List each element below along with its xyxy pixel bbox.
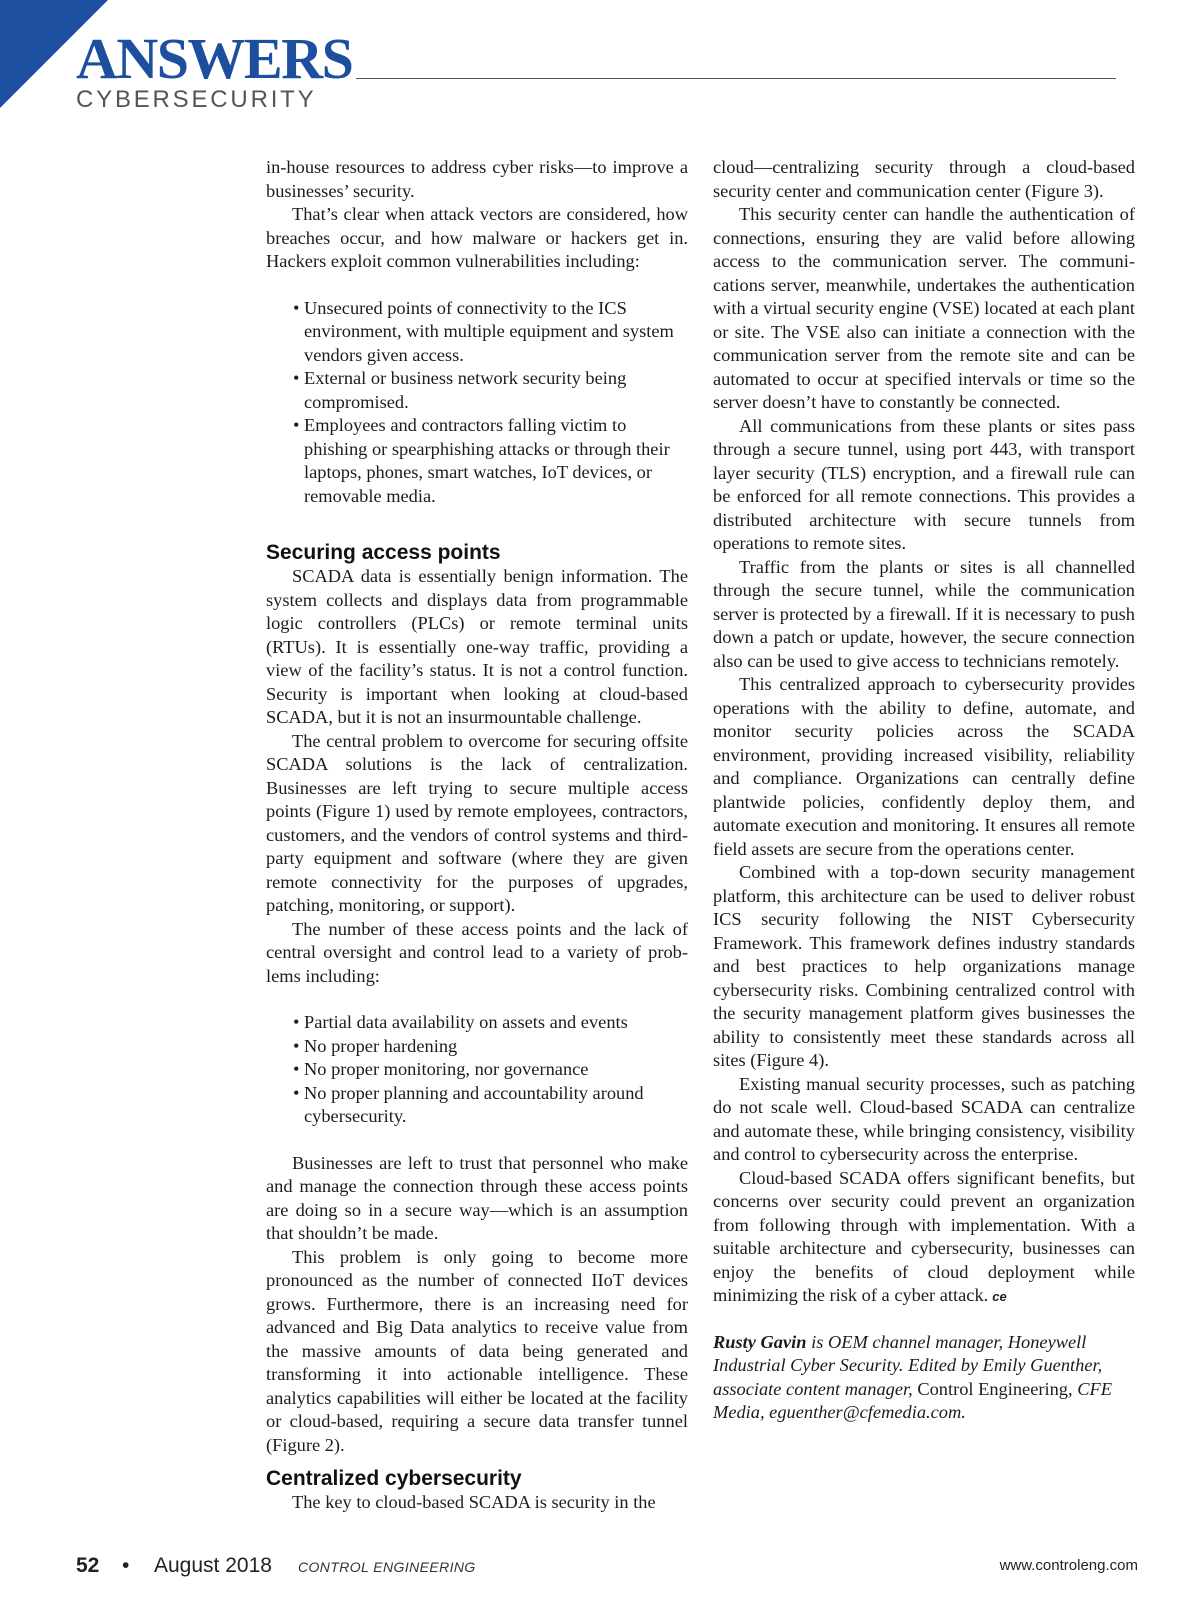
paragraph: All communications from these plants or sites pass through a secure tunnel, using port 443, with transport layer security (TLS) encryption, and a firewall rule can be enforced for all remote connections. This provides a distributed architecture with secure tunnels from operations to remote sites. bbox=[713, 415, 1135, 553]
paragraph: This security center can handle the authentication of connections, ensuring they are valid before allowing access to the communication server. The communications server, meanwhile, undertakes the authentication with a virtual security engine (VSE) located at each plant or site. The VSE also can initiate a connection with the communication server from the remote site and can be automated to occur at specified intervals or time so the server doesn’t have to constantly be connected. bbox=[713, 204, 1135, 412]
paragraph: The key to cloud-based SCADA is security in the bbox=[292, 1492, 656, 1512]
bullet: • bbox=[293, 297, 300, 318]
masthead-rule bbox=[356, 78, 1116, 79]
paragraph: The number of these access points and the lack of central oversight and control lead to a variety of problems including: bbox=[266, 918, 688, 986]
list-item-text: No proper monitoring, nor governance bbox=[304, 1059, 589, 1079]
bullet: • bbox=[293, 368, 300, 388]
bullet: • bbox=[293, 1082, 300, 1103]
subheading-centralized-cybersecurity: Centralized cybersecurity bbox=[266, 1467, 522, 1490]
paragraph: Combined with a top-down security management platform, this architecture can be used to deliver robust ICS security following the NIST Cybersecurity Framework. This framework defines industry standards and best practices to help organizations manage cybersecurity risks. Combining centralized control with the security management platform gives businesses the ability to consistently meet these standards across all sites (Figure 4). bbox=[713, 862, 1135, 1070]
bullet: • bbox=[293, 415, 300, 435]
list-item bbox=[293, 1058, 688, 1082]
paragraph: The central problem to overcome for securing offsite SCADA solutions is the lack of centralization. Businesses are left trying to secure multiple access points (Figure 1) used by remote employees, contractors, customers, and the vendors of control systems and third-party equipment and software (where they are given remote connectivity for the purposes of upgrades, patching, monitoring, or support). bbox=[266, 730, 688, 915]
subheading-securing-access-points: Securing access points bbox=[266, 541, 501, 564]
list-item bbox=[293, 1011, 688, 1035]
paragraph: cloud—centralizing security through a cloud-based security center and communication center (Figure 3). bbox=[713, 157, 1135, 201]
page-footer bbox=[76, 1554, 1138, 1582]
paragraph: Existing manual security processes, such as patching do not scale well. Cloud-based SCADA can centralize and automate these, while bringing consistency, visibility and control to cybersecurity across the enterprise. bbox=[713, 1073, 1135, 1164]
magazine-name: CONTROL ENGINEERING bbox=[298, 1559, 476, 1575]
publication-name: Control Engineering bbox=[917, 1378, 1068, 1399]
list-item-text: No proper planning and accountability around cybersecurity. bbox=[304, 1082, 644, 1126]
bullet: • bbox=[293, 1035, 300, 1056]
section-title: ANSWERS bbox=[76, 26, 353, 91]
list-item bbox=[293, 1082, 688, 1129]
paragraph: This problem is only going to become more pronounced as the number of connected IIoT devices grows. Furthermore, there is an increasing need for advanced and Big Data analytics to receive value from the massive amounts of data being generated and transforming it into actionable intelligence. These analytics capabilities will either be located at the facility or cloud-based, requiring a secure data transfer tunnel (Figure 2). bbox=[266, 1246, 688, 1455]
right-column bbox=[713, 156, 1135, 1425]
page-number: 52 bbox=[76, 1554, 100, 1577]
paragraph: in-house resources to address cyber risks—to improve a businesses’ security. bbox=[266, 157, 688, 201]
bio-text: is OEM channel manager, Honeywell Industrial Cyber Security. Edited by Emily Guenther, associate content manager, bbox=[713, 1331, 1103, 1399]
issue-date: August 2018 bbox=[154, 1554, 272, 1577]
footer-separator: • bbox=[122, 1554, 130, 1577]
paragraph: This centralized approach to cybersecurity provides operations with the ability to define, automate, and monitor security policies across the SCADA environment, providing increased visibility, reliability and compliance. Organizations can centrally define plantwide policies, confidently deploy them, and automate execution and monitoring. It ensures all remote field assets are secure from the operations center. bbox=[713, 674, 1135, 859]
list-item bbox=[293, 414, 688, 508]
paragraph: That’s clear when attack vectors are considered, how breaches occur, and how malware or hackers get in. Hackers exploit common vulnerabilities including: bbox=[266, 204, 688, 271]
list-item-text: Unsecured points of connectivity to the ICS environment, with multiple equipment and system vendors given access. bbox=[304, 297, 674, 365]
bio-text: , CFE Media, eguenther@cfemedia.com. bbox=[713, 1378, 1112, 1422]
paragraph: Businesses are left to trust that personnel who make and manage the connection through these access points are doing so in a secure way—which is an assumption that shouldn’t be made. bbox=[266, 1152, 688, 1243]
list-item bbox=[293, 297, 688, 368]
website-link[interactable]: www.controleng.com bbox=[999, 1557, 1138, 1574]
list-item bbox=[293, 367, 688, 414]
paragraph-text: Cloud-based SCADA offers significant benefits, but concerns over security could prevent an organization from following through with implementation. With a suitable architecture and cybersecurity, businesses can enjoy the benefits of cloud deployment while minimizing the risk of a cyber attack. bbox=[713, 1167, 1135, 1305]
paragraph: SCADA data is essentially benign information. The system collects and displays data from programmable logic controllers (PLCs) or remote terminal units (RTUs). It is essentially one-way traffic, providing a view of the facility’s status. It is not a control function. Security is important when looking at cloud-based SCADA, but it is not an insurmountable challenge. bbox=[266, 566, 688, 727]
section-subtitle: CYBERSECURITY bbox=[76, 86, 317, 113]
list-item-text: Partial data availability on assets and events bbox=[304, 1012, 628, 1032]
list-item-text: No proper hardening bbox=[304, 1035, 458, 1056]
left-column bbox=[266, 156, 688, 1515]
author-bio bbox=[713, 1331, 1135, 1425]
list-item-text: Employees and contractors falling victim to phishing or spearphishing attacks or through their laptops, phones, smart watches, IoT devices, or removable media. bbox=[304, 415, 670, 506]
bullet: • bbox=[293, 1012, 300, 1032]
paragraph: Traffic from the plants or sites is all channelled through the secure tunnel, while the communication server is protected by a firewall. If it is necessary to push down a patch or update, however, the secure connection also can be used to give access to technicians remotely. bbox=[713, 556, 1135, 671]
author-name: Rusty Gavin bbox=[713, 1331, 807, 1352]
end-mark: ce bbox=[992, 1289, 1007, 1304]
list-item bbox=[293, 1035, 688, 1059]
vulnerability-list bbox=[266, 297, 688, 509]
problem-list bbox=[266, 1011, 688, 1129]
list-item-text: External or business network security being compromised. bbox=[304, 368, 627, 412]
paragraph-final bbox=[713, 1167, 1135, 1309]
bullet: • bbox=[293, 1059, 300, 1079]
